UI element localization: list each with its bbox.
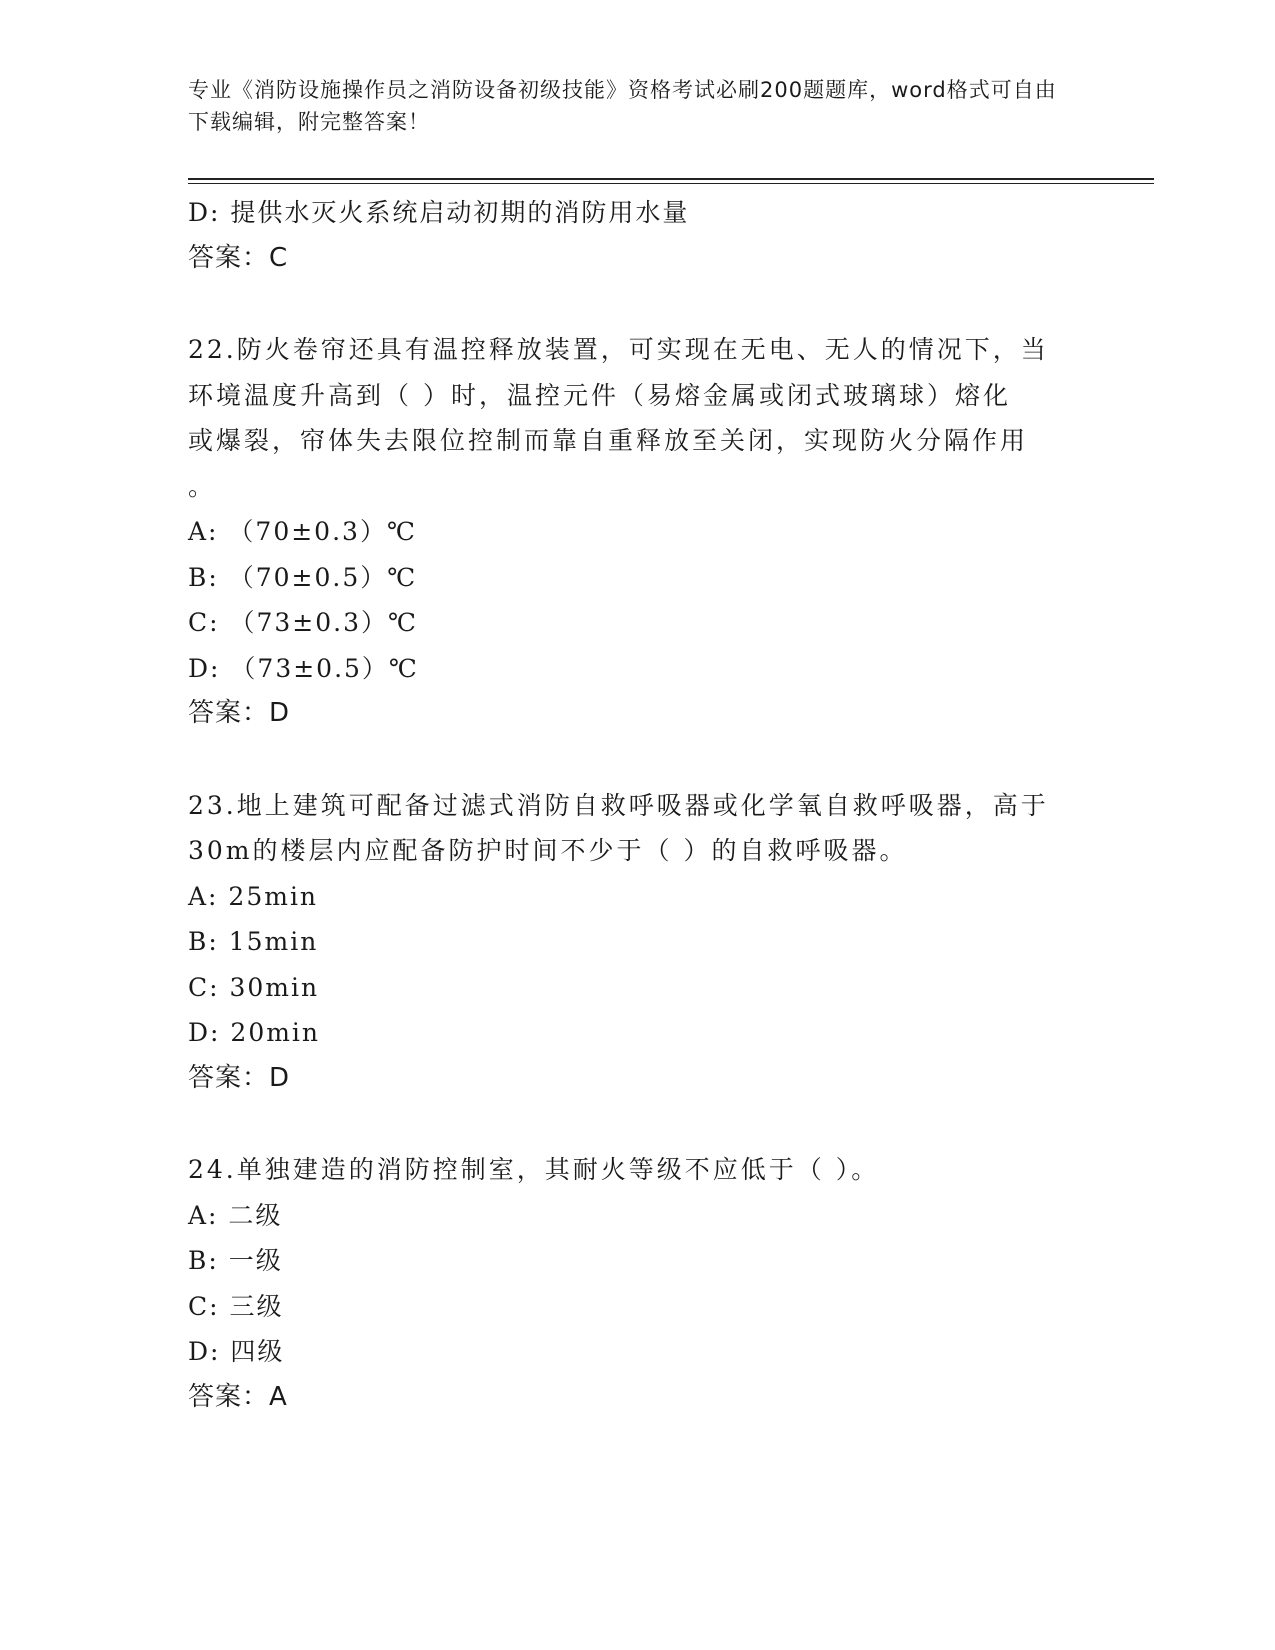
header-rule-thin xyxy=(188,183,1154,184)
stem-line: 30m的楼层内应配备防护时间不少于（ ）的自救呼吸器。 xyxy=(188,836,908,865)
header-rule-thick xyxy=(188,178,1154,180)
option-d: D: 20min xyxy=(188,1018,321,1047)
option-c: C: （73±0.3）℃ xyxy=(188,608,418,637)
answer-line: 答案：D xyxy=(188,698,291,728)
previous-question-tail xyxy=(188,190,1088,281)
question-stem xyxy=(188,327,1088,509)
question-stem xyxy=(188,1147,1088,1193)
header-text: 专业《消防设施操作员之消防设备初级技能》资格考试必刷200题题库，word格式可自由下载编辑，附完整答案！ xyxy=(188,78,1057,134)
spacer xyxy=(188,281,1088,327)
stem-line: 或爆裂，帘体失去限位控制而靠自重释放至关闭，实现防火分隔作用 xyxy=(188,426,1029,455)
option-d: D: 提供水灭火系统启动初期的消防用水量 xyxy=(188,198,690,227)
document-body xyxy=(188,190,1088,1420)
option-c: C: 30min xyxy=(188,972,320,1002)
answer-line: 答案：D xyxy=(188,1062,291,1093)
question-24 xyxy=(188,1147,1088,1420)
spacer xyxy=(188,1101,1088,1147)
stem-line: 22.防火卷帘还具有温控释放装置，可实现在无电、无人的情况下，当 xyxy=(188,335,1049,364)
stem-line: 24.单独建造的消防控制室，其耐火等级不应低于（ ）。 xyxy=(188,1155,880,1184)
option-a: A: 二级 xyxy=(188,1200,283,1230)
option-c: C: 三级 xyxy=(188,1291,284,1321)
question-22 xyxy=(188,327,1088,737)
option-b: B: 15min xyxy=(188,927,319,956)
option-d: D: 四级 xyxy=(188,1337,285,1366)
spacer xyxy=(188,737,1088,783)
stem-line: 23.地上建筑可配备过滤式消防自救呼吸器或化学氧自救呼吸器，高于 xyxy=(188,790,1049,820)
question-23 xyxy=(188,783,1088,1102)
option-a: A: 25min xyxy=(188,881,319,911)
stem-line: 。 xyxy=(188,471,217,501)
page-header xyxy=(188,74,1068,138)
answer-line: 答案：C xyxy=(188,242,289,273)
question-stem xyxy=(188,783,1088,874)
answer-line: 答案：A xyxy=(188,1381,288,1412)
option-b: B: 一级 xyxy=(188,1246,283,1275)
option-d: D: （73±0.5）℃ xyxy=(188,653,419,683)
stem-line: 环境温度升高到（ ）时，温控元件（易熔金属或闭式玻璃球）熔化 xyxy=(188,380,1011,410)
option-b: B: （70±0.5）℃ xyxy=(188,562,418,592)
option-a: A: （70±0.3）℃ xyxy=(188,517,417,546)
